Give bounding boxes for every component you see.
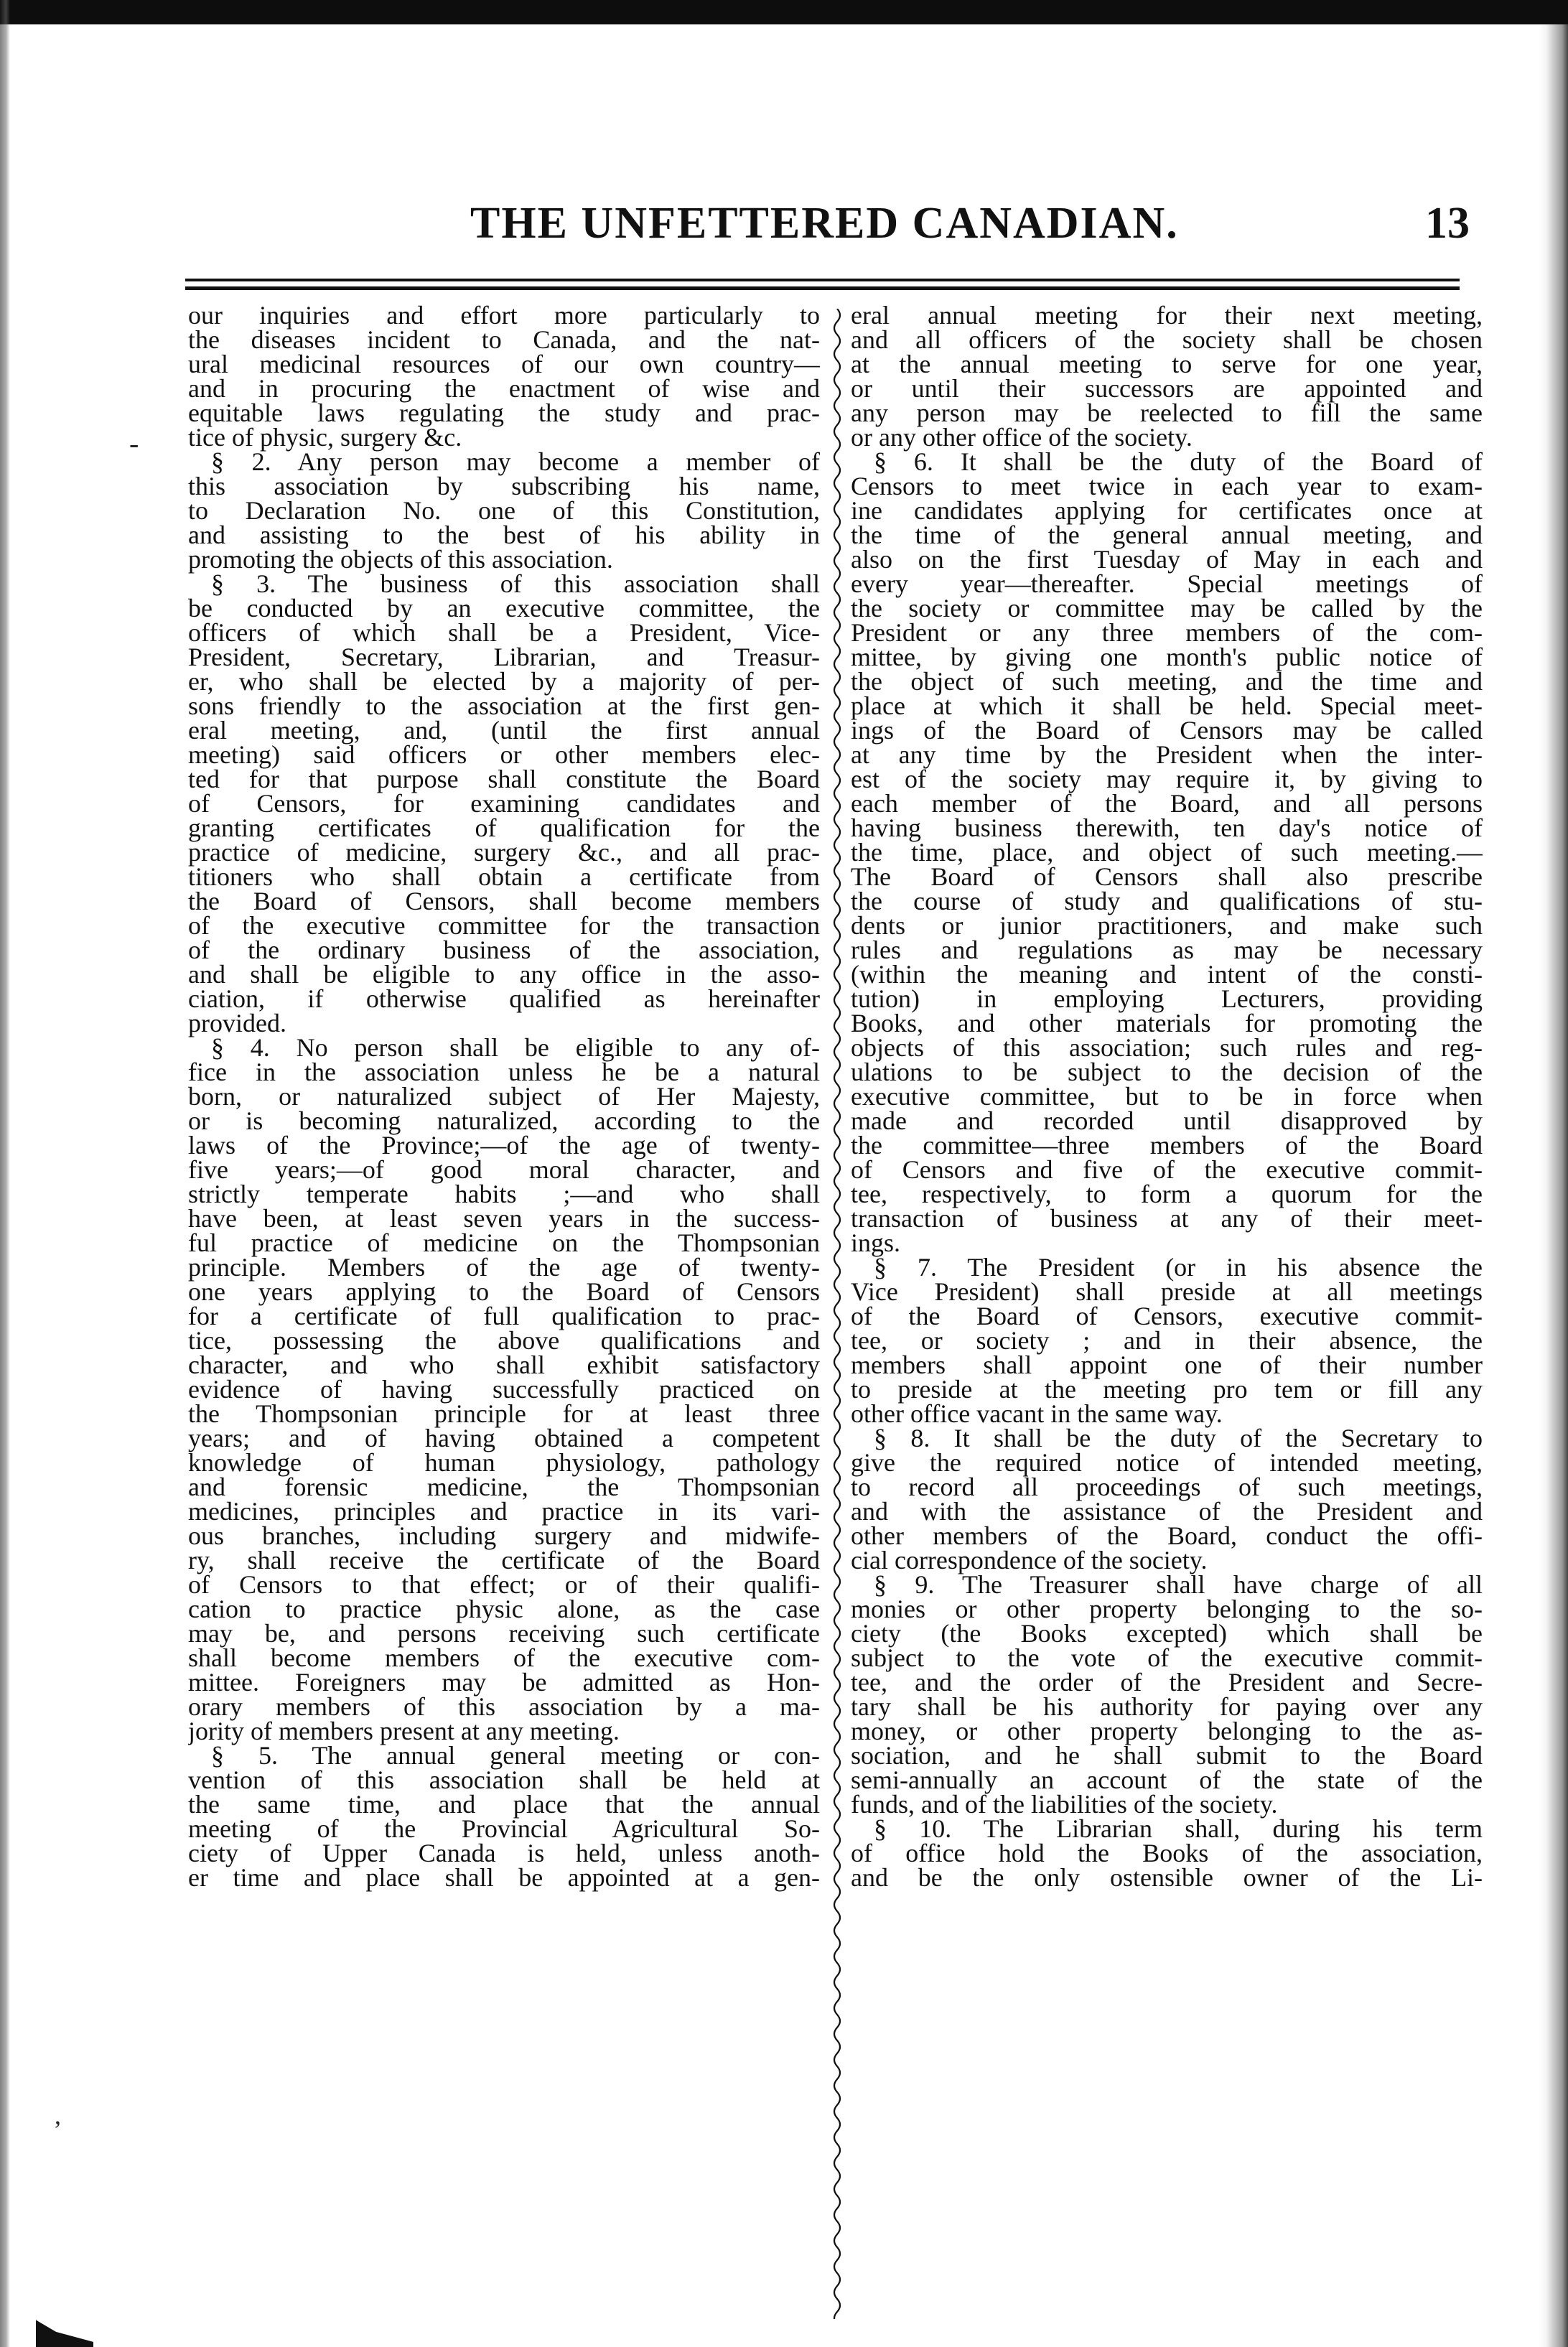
stray-mark: - bbox=[129, 427, 139, 459]
text-line: sociation, and he shall submit to the Board bbox=[851, 1741, 1483, 1770]
header-rule-thin bbox=[185, 279, 1460, 281]
text-line: and assisting to the best of his ability in bbox=[188, 521, 820, 549]
text-line: may be, and persons receiving such certificate bbox=[188, 1619, 820, 1648]
text-line: money, or other property belonging to the as- bbox=[851, 1717, 1483, 1745]
text-line: ciation, if otherwise qualified as hereinafter bbox=[188, 984, 820, 1013]
text-line: Books, and other materials for promoting the bbox=[851, 1009, 1483, 1037]
text-line: or is becoming naturalized, according to the bbox=[188, 1106, 820, 1135]
text-line: tee, and the order of the President and Secre- bbox=[851, 1668, 1483, 1697]
text-line: ings. bbox=[851, 1228, 901, 1257]
text-line: laws of the Province;—of the age of twenty- bbox=[188, 1131, 820, 1159]
text-line: and all officers of the society shall be chosen bbox=[851, 325, 1483, 354]
text-line: place at which it shall be held. Special meet- bbox=[851, 691, 1483, 720]
text-line: vention of this association shall be held at bbox=[188, 1765, 820, 1794]
column-divider bbox=[831, 309, 844, 2319]
text-line: provided. bbox=[188, 1009, 286, 1037]
text-line: rules and regulations as may be necessary bbox=[851, 935, 1483, 964]
text-line: ted for that purpose shall constitute the Board bbox=[188, 765, 820, 793]
text-line: have been, at least seven years in the success- bbox=[188, 1204, 820, 1233]
text-line: President, Secretary, Librarian, and Treasur- bbox=[188, 643, 820, 671]
text-line: shall become members of the executive com- bbox=[188, 1643, 820, 1672]
text-line: tice, possessing the above qualifications and bbox=[188, 1326, 820, 1355]
text-line: promoting the objects of this association. bbox=[188, 545, 613, 574]
text-line: § 10. The Librarian shall, during his term bbox=[874, 1814, 1483, 1843]
text-line: five years;—of good moral character, and bbox=[188, 1155, 820, 1184]
text-line: titioners who shall obtain a certificate from bbox=[188, 862, 820, 891]
scan-corner-mark bbox=[36, 2313, 93, 2347]
text-line: granting certificates of qualification for the bbox=[188, 813, 820, 842]
text-line: er time and place shall be appointed at a gen- bbox=[188, 1863, 820, 1892]
text-line: tary shall be his authority for paying over any bbox=[851, 1692, 1483, 1721]
text-line: practice of medicine, surgery &c., and all prac- bbox=[188, 838, 820, 867]
text-line: also on the first Tuesday of May in each and bbox=[851, 545, 1483, 574]
text-line: other members of the Board, conduct the offi- bbox=[851, 1521, 1483, 1550]
text-line: the object of such meeting, and the time and bbox=[851, 667, 1483, 696]
text-line: executive committee, but to be in force when bbox=[851, 1082, 1483, 1111]
text-line: officers of which shall be a President, Vice- bbox=[188, 618, 820, 647]
text-line: tee, or society ; and in their absence, the bbox=[851, 1326, 1483, 1355]
text-line: President or any three members of the com- bbox=[851, 618, 1483, 647]
text-line: ry, shall receive the certificate of the Board bbox=[188, 1546, 820, 1574]
text-line: medicines, principles and practice in its vari- bbox=[188, 1497, 820, 1526]
text-line: ous branches, including surgery and midwife- bbox=[188, 1521, 820, 1550]
scan-left-edge bbox=[0, 0, 10, 2347]
text-line: of the ordinary business of the association, bbox=[188, 935, 820, 964]
text-line: ine candidates applying for certificates once at bbox=[851, 496, 1483, 525]
text-line: of Censors, for examining candidates and bbox=[188, 789, 820, 818]
text-line: any person may be reelected to fill the same bbox=[851, 398, 1483, 427]
text-line: the Thompsonian principle for at least three bbox=[188, 1399, 820, 1428]
text-line: The Board of Censors shall also prescribe bbox=[851, 862, 1483, 891]
text-line: Censors to meet twice in each year to exam- bbox=[851, 472, 1483, 500]
text-line: est of the society may require it, by giving to bbox=[851, 765, 1483, 793]
text-line: or until their successors are appointed and bbox=[851, 374, 1483, 403]
text-line: every year—thereafter. Special meetings of bbox=[851, 569, 1483, 598]
text-line: § 4. No person shall be eligible to any of- bbox=[211, 1033, 820, 1062]
text-line: one years applying to the Board of Censors bbox=[188, 1277, 820, 1306]
text-line: objects of this association; such rules and reg- bbox=[851, 1033, 1483, 1062]
text-line: tution) in employing Lecturers, providing bbox=[851, 984, 1483, 1013]
text-line: of Censors to that effect; or of their qualifi- bbox=[188, 1570, 820, 1599]
text-line: evidence of having successfully practiced on bbox=[188, 1375, 820, 1404]
text-line: the time of the general annual meeting, and bbox=[851, 521, 1483, 549]
text-line: tice of physic, surgery &c. bbox=[188, 423, 462, 452]
text-line: cial correspondence of the society. bbox=[851, 1546, 1208, 1574]
text-line: to Declaration No. one of this Constitution, bbox=[188, 496, 820, 525]
text-line: § 7. The President (or in his absence the bbox=[874, 1253, 1483, 1282]
text-line: born, or naturalized subject of Her Majesty, bbox=[188, 1082, 820, 1111]
text-line: years; and of having obtained a competent bbox=[188, 1424, 820, 1452]
text-line: er, who shall be elected by a majority of per- bbox=[188, 667, 820, 696]
text-line: § 8. It shall be the duty of the Secretary to bbox=[874, 1424, 1483, 1452]
text-line: meeting) said officers or other members elec- bbox=[188, 740, 820, 769]
text-line: made and recorded until disapproved by bbox=[851, 1106, 1483, 1135]
text-line: ful practice of medicine on the Thompsonian bbox=[188, 1228, 820, 1257]
text-line: and forensic medicine, the Thompsonian bbox=[188, 1473, 820, 1501]
text-line: and be the only ostensible owner of the Li- bbox=[851, 1863, 1483, 1892]
text-line: transaction of business at any of their meet- bbox=[851, 1204, 1483, 1233]
text-line: ings of the Board of Censors may be called bbox=[851, 716, 1483, 745]
text-line: give the required notice of intended meeting, bbox=[851, 1448, 1483, 1477]
text-line: the same time, and place that the annual bbox=[188, 1790, 820, 1819]
text-line: mittee. Foreigners may be admitted as Hon- bbox=[188, 1668, 820, 1697]
text-line: eral annual meeting for their next meeting, bbox=[851, 303, 1483, 330]
text-line: monies or other property belonging to the so- bbox=[851, 1595, 1483, 1623]
page-number: 13 bbox=[1425, 199, 1470, 248]
text-line: and shall be eligible to any office in the asso- bbox=[188, 960, 820, 989]
text-line: Vice President) shall preside at all meetings bbox=[851, 1277, 1483, 1306]
scan-top-border bbox=[0, 0, 1568, 24]
text-line: and with the assistance of the President and bbox=[851, 1497, 1483, 1526]
text-line: of the Board of Censors, executive commit- bbox=[851, 1302, 1483, 1330]
text-line: at the annual meeting to serve for one year, bbox=[851, 350, 1483, 378]
text-line: mittee, by giving one month's public notice of bbox=[851, 643, 1483, 671]
text-line: each member of the Board, and all persons bbox=[851, 789, 1483, 818]
text-line: funds, and of the liabilities of the society. bbox=[851, 1790, 1278, 1819]
text-line: or any other office of the society. bbox=[851, 423, 1193, 452]
text-line: eral meeting, and, (until the first annual bbox=[188, 716, 820, 745]
text-line: orary members of this association by a ma- bbox=[188, 1692, 820, 1721]
text-line: be conducted by an executive committee, the bbox=[188, 594, 820, 622]
text-line: our inquiries and effort more particularly to bbox=[188, 303, 820, 330]
text-line: § 6. It shall be the duty of the Board of bbox=[874, 447, 1483, 476]
text-line: the society or committee may be called by the bbox=[851, 594, 1483, 622]
text-line: and in procuring the enactment of wise and bbox=[188, 374, 820, 403]
text-line: jority of members present at any meeting. bbox=[188, 1717, 620, 1745]
text-line: strictly temperate habits ;—and who shall bbox=[188, 1180, 820, 1208]
text-line: of office hold the Books of the association, bbox=[851, 1839, 1483, 1867]
text-line: sons friendly to the association at the first gen- bbox=[188, 691, 820, 720]
text-line: semi-annually an account of the state of the bbox=[851, 1765, 1483, 1794]
text-line: the course of study and qualifications of stu- bbox=[851, 887, 1483, 915]
left-text-column bbox=[188, 303, 820, 2313]
text-line: for a certificate of full qualification to prac- bbox=[188, 1302, 820, 1330]
text-line: ural medicinal resources of our own country— bbox=[188, 350, 820, 378]
text-line: dents or junior practitioners, and make such bbox=[851, 911, 1483, 940]
text-line: to record all proceedings of such meetings, bbox=[851, 1473, 1483, 1501]
right-text-column bbox=[851, 303, 1483, 2313]
text-line: members shall appoint one of their number bbox=[851, 1350, 1483, 1379]
running-title: THE UNFETTERED CANADIAN. bbox=[470, 199, 1179, 248]
text-line: at any time by the President when the inter- bbox=[851, 740, 1483, 769]
text-line: to preside at the meeting pro tem or fill any bbox=[851, 1375, 1483, 1404]
text-line: fice in the association unless he be a natural bbox=[188, 1058, 820, 1086]
stray-mark: , bbox=[55, 2101, 61, 2129]
text-line: cation to practice physic alone, as the case bbox=[188, 1595, 820, 1623]
text-line: ciety of Upper Canada is held, unless anoth- bbox=[188, 1839, 820, 1867]
text-line: ulations to be subject to the decision of the bbox=[851, 1058, 1483, 1086]
text-line: the Board of Censors, shall become members bbox=[188, 887, 820, 915]
text-line: the committee—three members of the Board bbox=[851, 1131, 1483, 1159]
text-line: other office vacant in the same way. bbox=[851, 1399, 1223, 1428]
text-line: the diseases incident to Canada, and the nat- bbox=[188, 325, 820, 354]
text-line: the time, place, and object of such meeting.— bbox=[851, 838, 1483, 867]
text-line: § 5. The annual general meeting or con- bbox=[211, 1741, 820, 1770]
text-line: meeting of the Provincial Agricultural So- bbox=[188, 1814, 820, 1843]
scan-right-edge bbox=[1539, 24, 1568, 2347]
text-line: having business therewith, ten day's notice of bbox=[851, 813, 1483, 842]
text-line: principle. Members of the age of twenty- bbox=[188, 1253, 820, 1282]
text-line: character, and who shall exhibit satisfactory bbox=[188, 1350, 820, 1379]
text-line: of the executive committee for the transaction bbox=[188, 911, 820, 940]
text-line: ciety (the Books excepted) which shall be bbox=[851, 1619, 1483, 1648]
text-line: (within the meaning and intent of the consti- bbox=[851, 960, 1483, 989]
text-line: subject to the vote of the executive commit- bbox=[851, 1643, 1483, 1672]
text-line: § 2. Any person may become a member of bbox=[211, 447, 820, 476]
text-line: this association by subscribing his name, bbox=[188, 472, 820, 500]
text-line: equitable laws regulating the study and prac- bbox=[188, 398, 820, 427]
text-line: knowledge of human physiology, pathology bbox=[188, 1448, 820, 1477]
text-line: § 3. The business of this association shall bbox=[211, 569, 820, 598]
text-line: § 9. The Treasurer shall have charge of all bbox=[874, 1570, 1483, 1599]
text-line: tee, respectively, to form a quorum for the bbox=[851, 1180, 1483, 1208]
text-line: of Censors and five of the executive commit- bbox=[851, 1155, 1483, 1184]
header-rule-thick bbox=[185, 286, 1460, 290]
